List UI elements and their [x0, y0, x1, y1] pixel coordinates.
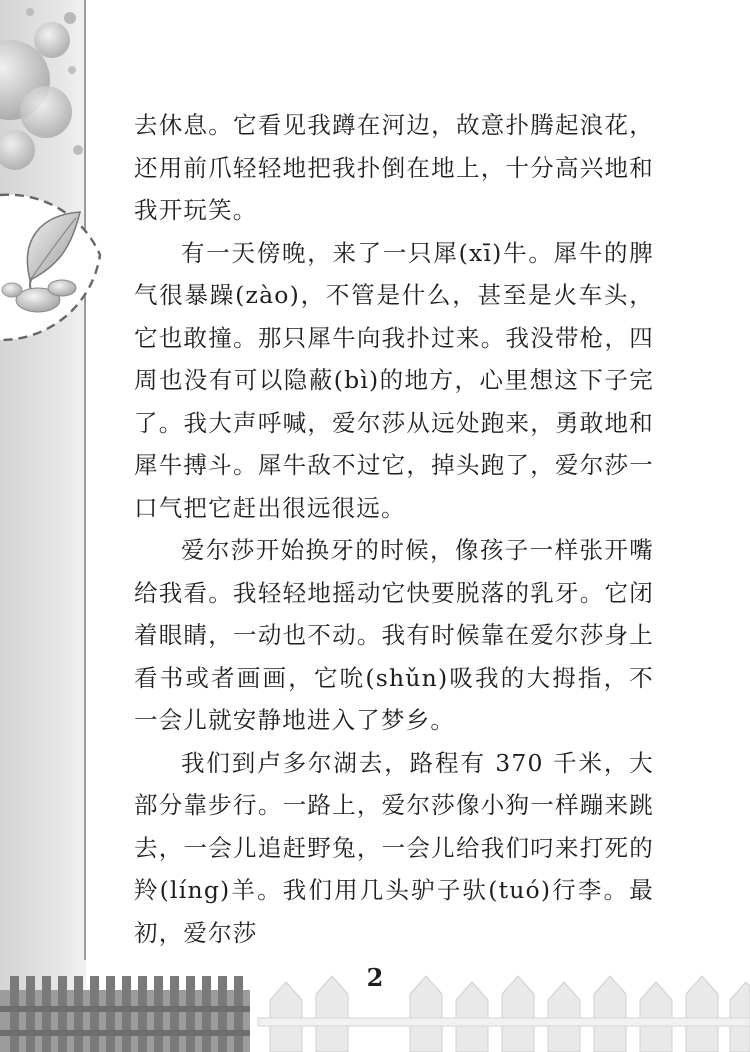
- paragraph: 有一天傍晚，来了一只犀(xī)牛。犀牛的脾气很暴躁(zào)，不管是什么，甚至是火车头，它也敢撞。那只犀牛向我扑过来。我没带枪，四周也没有可以隐蔽(bì)的地方，心里想这下子完了。我大声呼喊，爱尔莎从远处跑来，勇敢地和犀牛搏斗。犀牛敌不过它，掉头跑了，爱尔莎一口气把它赶出很远很远。: [134, 238, 654, 522]
- leaf-sprout-ornament: [0, 0, 130, 380]
- paragraph: 爱尔莎开始换牙的时候，像孩子一样张开嘴给我看。我轻轻地摇动它快要脱落的乳牙。它闭着眼睛，一动也不动。我有时候靠在爱尔莎身上看书或者画画，它吮(shǔn)吸我的大拇指，不一会儿就安静地进入了梦乡。: [134, 536, 654, 734]
- page-number: 2: [366, 963, 384, 992]
- body-text: [134, 104, 654, 954]
- paragraph: 我们到卢多尔湖去，路程有 370 千米，大部分靠步行。一路上，爱尔莎像小狗一样蹦来跳去，一会儿追赶野兔，一会儿给我们叼来打死的羚(líng)羊。我们用几头驴子驮(tuó)行李。最初，爱尔莎: [134, 748, 654, 947]
- paragraph: 去休息。它看见我蹲在河边，故意扑腾起浪花，还用前爪轻轻地把我扑倒在地上，十分高兴地和我开玩笑。: [134, 111, 654, 224]
